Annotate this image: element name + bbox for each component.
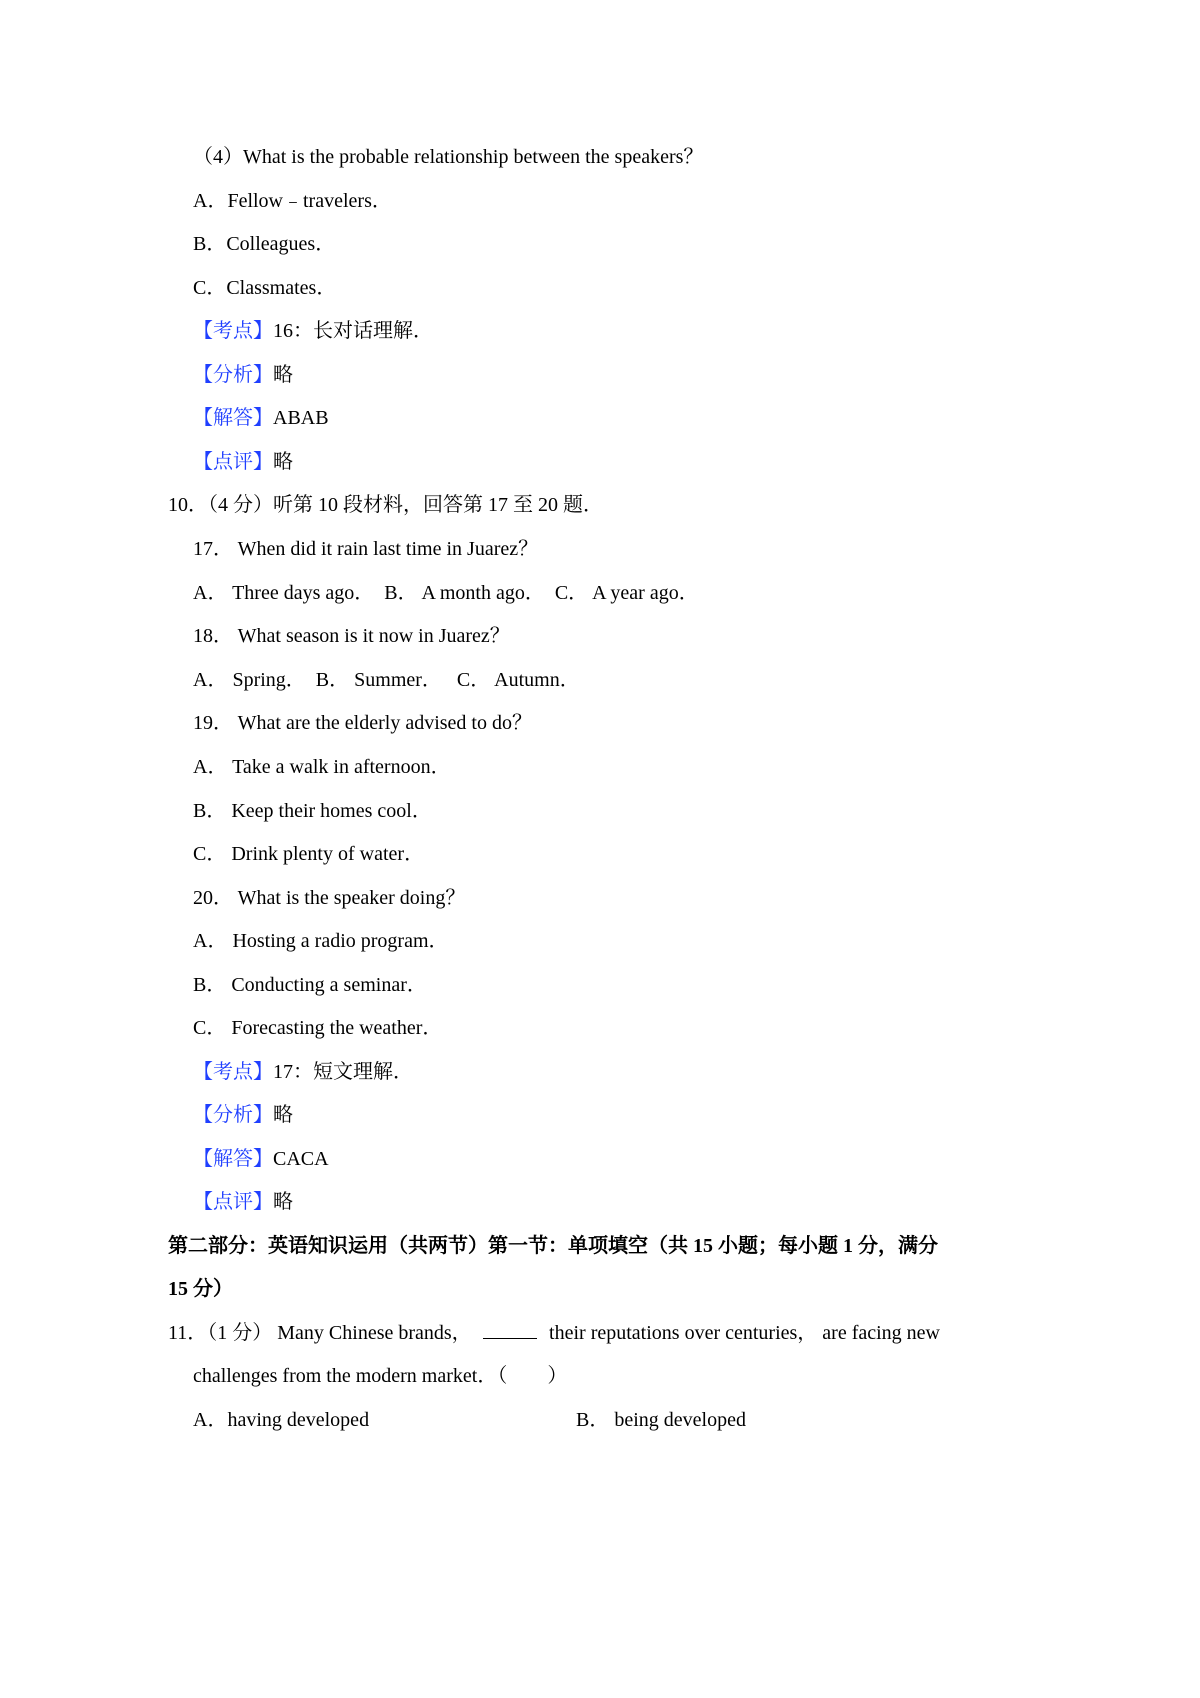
kaodian-tag: 【考点】 bbox=[193, 320, 273, 342]
jieda-text: ABAB bbox=[273, 407, 329, 429]
q9-sub4-option-a: A．Fellow﹣travelers． bbox=[193, 190, 392, 212]
q17-options bbox=[193, 580, 699, 606]
q17-question: 17． When did it rain last time in Juarez？ bbox=[193, 538, 539, 560]
q17-option-c: C． A year ago． bbox=[554, 582, 699, 604]
q11-option-b: B． being developed bbox=[576, 1409, 746, 1431]
dianping-tag: 【点评】 bbox=[193, 451, 273, 473]
q20-option-b: B． Conducting a seminar． bbox=[193, 974, 427, 996]
dianping-text: 略 bbox=[273, 451, 293, 473]
q19-question: 19． What are the elderly advised to do？ bbox=[193, 712, 532, 734]
q11-stem-start: 11．（1 分） Many Chinese brands， bbox=[168, 1322, 472, 1344]
q10-fenxi bbox=[193, 1102, 293, 1128]
q20-question: 20． What is the speaker doing？ bbox=[193, 887, 466, 909]
q19-option-b: B． Keep their homes cool． bbox=[193, 800, 432, 822]
q18-option-b: B． Summer． bbox=[315, 669, 442, 691]
q10-kaodian bbox=[193, 1059, 413, 1085]
q11-line1 bbox=[168, 1320, 940, 1346]
q18-question: 18． What season is it now in Juarez？ bbox=[193, 625, 510, 647]
q10-dianping bbox=[193, 1189, 293, 1215]
q11-blank bbox=[483, 1320, 537, 1339]
q9-sub4-question: （4）What is the probable relationship between the speakers？ bbox=[193, 146, 704, 168]
kaodian-tag: 【考点】 bbox=[193, 1061, 273, 1083]
fenxi-text: 略 bbox=[273, 364, 293, 386]
q9-sub4-option-b: B．Colleagues． bbox=[193, 233, 336, 255]
q11-stem-end: their reputations over centuries， are facing new bbox=[549, 1322, 940, 1344]
q18-options bbox=[193, 667, 580, 693]
kaodian-text: 17：短文理解． bbox=[273, 1061, 413, 1083]
jieda-tag: 【解答】 bbox=[193, 1148, 273, 1170]
q9-jieda bbox=[193, 405, 329, 431]
jieda-tag: 【解答】 bbox=[193, 407, 273, 429]
jieda-text: CACA bbox=[273, 1148, 329, 1170]
q18-option-c: C． Autumn． bbox=[456, 669, 580, 691]
q18-option-a: A． Spring． bbox=[193, 669, 306, 691]
q20-option-c: C． Forecasting the weather． bbox=[193, 1017, 443, 1039]
kaodian-text: 16：长对话理解． bbox=[273, 320, 433, 342]
q9-fenxi bbox=[193, 362, 293, 388]
fenxi-tag: 【分析】 bbox=[193, 1104, 273, 1126]
q9-kaodian bbox=[193, 318, 433, 344]
q9-dianping bbox=[193, 449, 293, 475]
q11-line2: challenges from the modern market．（ ） bbox=[193, 1365, 568, 1387]
q10-jieda bbox=[193, 1146, 329, 1172]
q9-sub4-option-c: C．Classmates． bbox=[193, 277, 337, 299]
q17-option-b: B． A month ago． bbox=[384, 582, 545, 604]
dianping-text: 略 bbox=[273, 1191, 293, 1213]
q17-option-a: A． Three days ago． bbox=[193, 582, 375, 604]
dianping-tag: 【点评】 bbox=[193, 1191, 273, 1213]
fenxi-tag: 【分析】 bbox=[193, 364, 273, 386]
q10-heading: 10．（4 分）听第 10 段材料，回答第 17 至 20 题． bbox=[168, 494, 603, 516]
q19-option-c: C． Drink plenty of water． bbox=[193, 843, 425, 865]
q11-option-a: A．having developed bbox=[193, 1409, 370, 1431]
part2-heading-line1: 第二部分：英语知识运用（共两节）第一节：单项填空（共 15 小题；每小题 1 分，满分 bbox=[168, 1235, 938, 1257]
fenxi-text: 略 bbox=[273, 1104, 293, 1126]
q20-option-a: A． Hosting a radio program． bbox=[193, 930, 449, 952]
part2-heading-line2: 15 分） bbox=[168, 1278, 233, 1300]
q19-option-a: A． Take a walk in afternoon． bbox=[193, 756, 451, 778]
